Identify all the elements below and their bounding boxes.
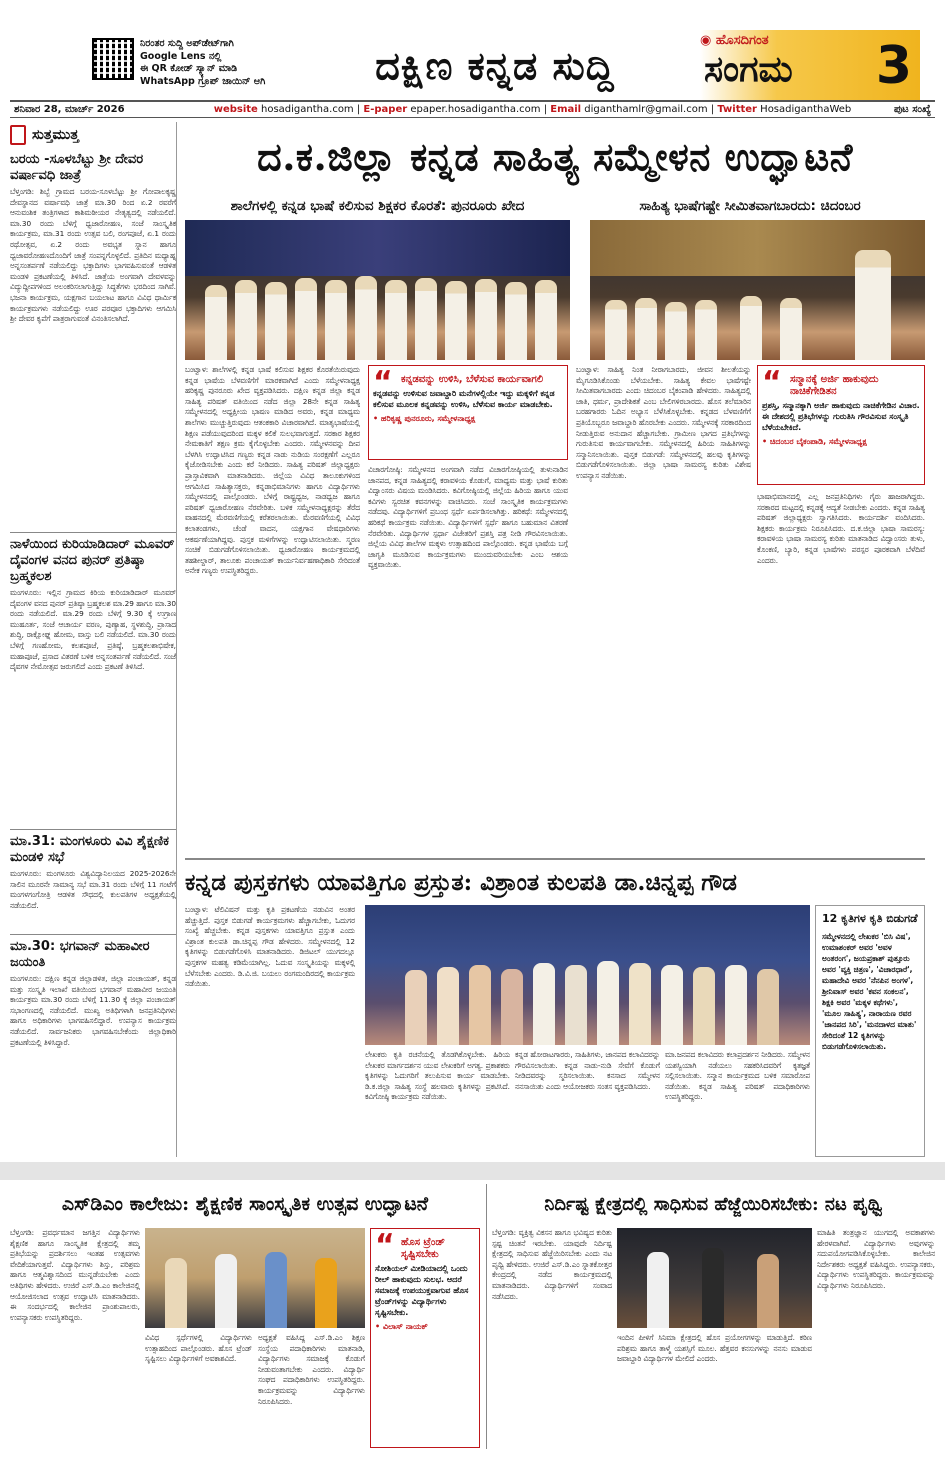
- lead-subhead-right: ಸಾಹಿತ್ಯ ಭಾಷೆಗಷ್ಟೇ ಸೀಮಿತವಾಗಬಾರದು: ಚಿದಂಬರ: [639, 198, 861, 214]
- brief-body: ಮಂಗಳೂರು: ಇಲ್ಲಿನ ಗ್ರಾಮದ ಕಿರಿಯ ಕುರಿಯಾಡಿದಾರ್ ಮೂವರ್ ದೈವಂಗಳ ವನದ ಪುನರ್ ಪ್ರತಿಷ್ಠಾ ಬ್ರಹ್ಮಕಲಶ ಮಾ.29 ಹಾಗೂ ಮಾ.30 ರಂದು ನಡೆಯಲಿದೆ. ಮಾ.29 ರಂದು ಬೆಳಿಗ್ಗೆ 9.30 ಕ್ಕೆ ಉಗ್ರಾಣ ಮುಹೂರ್ತ, ಸಂಜೆ ಆಚಾರ್ಯ ವರಣ, ಪುಣ್ಯಾಹ, ಸ್ಥಳಶುದ್ಧಿ, ಪ್ರಾಸಾದ ಶುದ್ಧಿ, ರಾಕ್ಷೋಘ್ನ ಹೋಮ, ವಾಸ್ತು ಬಲಿ ನಡೆಯಲಿದೆ. ಮಾ.30 ರಂದು ಬೆಳಿಗ್ಗೆ ಗಣಹೋಮ, ಕಲಶಪೂಜೆ, ಪ್ರತಿಷ್ಠೆ, ಬ್ರಹ್ಮಕಲಶಾಭಿಷೇಕ, ಮಹಾಪೂಜೆ, ಪ್ರಸಾದ ವಿತರಣೆ ಬಳಿಕ ಅನ್ನಸಂತರ್ಪಣೆ ನಡೆಯಲಿದೆ. ಸಂಜೆ ದೈವಗಳ ನೇಮೋತ್ಸವ ಜರುಗಲಿದೆ ಎಂದು ಪ್ರಕಟಣೆ ತಿಳಿಸಿದೆ.: [10, 588, 176, 672]
- books-release-box: [815, 905, 925, 1157]
- lead-subhead-left: ಶಾಲೆಗಳಲ್ಲಿ ಕನ್ನಡ ಭಾಷೆ ಕಲಿಸುವ ಶಿಕ್ಷಕರ ಕೊರತೆ: ಪುನರೂರು ಖೇದ: [230, 198, 525, 214]
- masthead: ದಕ್ಷಿಣ ಕನ್ನಡ ಸುದ್ದಿ: [375, 43, 615, 88]
- bottom-left-photo: [145, 1228, 365, 1328]
- box-title: 12 ಕೃತಿಗಳ ಕೃತಿ ಬಿಡುಗಡೆ: [822, 912, 918, 925]
- brand-word: ಸಂಗಮ: [704, 48, 793, 90]
- sangama-brand: [700, 30, 920, 100]
- bottom-left-headline: ಎಸ್‌ಡಿಎಂ ಕಾಲೇಜು: ಶೈಕ್ಷಣಿಕ ಸಾಂಸ್ಕೃತಿಕ ಉತ್ಸವ ಉದ್ಘಾಟನೆ: [61, 1193, 429, 1215]
- email-link[interactable]: diganthamlr@gmail.com: [584, 104, 708, 115]
- news-brief: [10, 935, 176, 1163]
- second-col-2: ಲೇಖಕರು ಕೃತಿ ರಚನೆಯಲ್ಲಿ ತೊಡಗಿಕೊಳ್ಳಬೇಕು. ಹಿರಿಯ ಲೇಖಕರ ಮಾರ್ಗದರ್ಶನ ಯುವ ಲೇಖಕರಿಗೆ ಅಗತ್ಯ. ಪ್ರಕಾಶಕರು ಕೃತಿಗಳನ್ನು ಓದುಗರಿಗೆ ತಲುಪಿಸುವ ಕಾರ್ಯ ಮಾಡಬೇಕು. ಡಿ.ಕ.ಜಿಲ್ಲಾ ಸಾಹಿತ್ಯ ಸಂಸ್ಥೆ ಹಲವಾರು ಕೃತಿಗಳನ್ನು ಪ್ರಕಟಿಸಿದೆ. ಕವಿಗೋಷ್ಠಿ ಕಾರ್ಯಕ್ರಮ ನಡೆಯಿತು.: [365, 1050, 510, 1102]
- second-headline: ಕನ್ನಡ ಪುಸ್ತಕಗಳು ಯಾವತ್ತಿಗೂ ಪ್ರಸ್ತುತ: ವಿಶ್ರಾಂತ ಕುಲಪತಿ ಡಾ.ಚಿನ್ನಪ್ಪ ಗೌಡ: [185, 868, 737, 896]
- page-label: ಪುಟ ಸಂಖ್ಯೆ: [894, 104, 931, 115]
- lead-col-2: ವಿಚಾರಗೋಷ್ಠಿ: ಸಮ್ಮೇಳನದ ಅಂಗವಾಗಿ ನಡೆದ ವಿಚಾರಗೋಷ್ಠಿಯಲ್ಲಿ ತುಳುನಾಡಿನ ಜಾನಪದ, ಕನ್ನಡ ಸಾಹಿತ್ಯದಲ್ಲಿ ಕರಾವಳಿಯ ಕೊಡುಗೆ, ಮಾಧ್ಯಮ ಮತ್ತು ಭಾಷೆ ಕುರಿತು ವಿದ್ವಾಂಸರು ವಿಷಯ ಮಂಡಿಸಿದರು. ಕವಿಗೋಷ್ಠಿಯಲ್ಲಿ ಜಿಲ್ಲೆಯ ಹಿರಿಯ ಹಾಗೂ ಯುವ ಕವಿಗಳು ಸ್ವರಚಿತ ಕವನಗಳನ್ನು ವಾಚಿಸಿದರು. ಸಂಜೆ ಸಾಂಸ್ಕೃತಿಕ ಕಾರ್ಯಕ್ರಮಗಳು ನಡೆದವು. ವಿದ್ಯಾರ್ಥಿಗಳಿಗೆ ಪ್ರಬಂಧ ಸ್ಪರ್ಧೆ ಏರ್ಪಡಿಸಲಾಗಿತ್ತು. ಹರಿಕಥೆ: ಸಮ್ಮೇಳನದಲ್ಲಿ ಹರಿಕಥೆ ಕಾರ್ಯಕ್ರಮ ನಡೆಯಿತು. ವಿದ್ಯಾರ್ಥಿಗಳಿಗೆ ಸ್ಪರ್ಧೆ ಹಾಗೂ ಬಹುಮಾನ ವಿತರಣೆ ನೆರವೇರಿತು. ವಿದ್ಯಾರ್ಥಿಗಳ ಸ್ಪರ್ಧಾ ವಿಜೇತರಿಗೆ ಪ್ರಶಸ್ತಿ ಪತ್ರ ನೀಡಿ ಗೌರವಿಸಲಾಯಿತು. ಜಿಲ್ಲೆಯ ವಿವಿಧ ಶಾಲೆಗಳ ಮಕ್ಕಳು ಉತ್ಸಾಹದಿಂದ ಪಾಲ್ಗೊಂಡರು. ಕನ್ನಡ ಭಾಷೆಯ ಬಗ್ಗೆ ಜಾಗೃತಿ ಮೂಡಿಸುವ ಕಾರ್ಯಕ್ರಮಗಳು ಮುಂದುವರಿಯಬೇಕು ಎಂಬ ಆಶಯ ವ್ಯಕ್ತವಾಯಿತು.: [368, 465, 568, 570]
- second-photo: [365, 905, 810, 1045]
- quote-icon: “: [762, 365, 782, 400]
- bottom-right-photo: [617, 1228, 812, 1328]
- lead-col-4: ಭಾಷಾಭಿಮಾನದಲ್ಲಿ ಎಲ್ಲ ಜನಪ್ರತಿನಿಧಿಗಳು ಗೈರು ಹಾಜರಾಗಿದ್ದರು. ಸರಕಾರದ ಮಟ್ಟದಲ್ಲಿ ಕನ್ನಡಕ್ಕೆ ಆದ್ಯತೆ ನೀಡಬೇಕು ಎಂದರು. ಕನ್ನಡ ಸಾಹಿತ್ಯ ಪರಿಷತ್ ಜಿಲ್ಲಾಧ್ಯಕ್ಷರು ಸ್ವಾಗತಿಸಿದರು. ಕಾರ್ಯದರ್ಶಿ ವಂದಿಸಿದರು. ಶಿಕ್ಷಕರು ಕಾರ್ಯಕ್ರಮ ನಿರೂಪಿಸಿದರು. ದ.ಕ.ಜಿಲ್ಲಾ ಭಾಷಾ ಸಾಮರಸ್ಯ: ಕರಾವಳಿಯ ಭಾಷಾ ಸಾಮರಸ್ಯ ಕುರಿತು ಮಾತನಾಡಿದ ವಿದ್ವಾಂಸರು ತುಳು, ಕೊಂಕಣಿ, ಬ್ಯಾರಿ, ಕನ್ನಡ ಭಾಷೆಗಳು ಪರಸ್ಪರ ಪೂರಕವಾಗಿ ಬೆಳೆದಿವೆ ಎಂದರು.: [757, 492, 925, 565]
- brief-headline: ಮಾ.31: ಮಂಗಳೂರು ವಿವಿ ಶೈಕ್ಷಣಿಕ ಮಂಡಳಿ ಸಭೆ: [10, 834, 169, 865]
- box-body: ಸಮ್ಮೇಳನದಲ್ಲಿ ಲೇಖಕರ 'ಬಿಸಿ ವಿಷ', ಉಮಾಶಂಕರ್ ಅವರ 'ಅವಳ ಅಂತರಂಗ', ಜಯಪ್ರಕಾಶ್ ಪುತ್ತೂರು ಅವರ 'ವ್ಯಕ್ತಿ ಚಿತ್ರಣ', 'ವಿಚಾರಧಾರೆ', ಮಹಾದೇವಿ ಅವರ 'ನೆನಪಿನ ಅಂಗಳ', ಶ್ರೀನಿವಾಸ್ ಅವರ 'ಕವನ ಸಂಕಲನ', ಶಿಕ್ಷಕಿ ಅವರ 'ಮಕ್ಕಳ ಕಥೆಗಳು', 'ಮೂಲ ಸಾಹಿತ್ಯ', ನಾರಾಯಣ ರವರ 'ಜಾನಪದ ಸಿರಿ', 'ಮನದಾಳದ ಮಾತು' ಸೇರಿದಂತೆ 12 ಕೃತಿಗಳನ್ನು ಬಿಡುಗಡೆಗೊಳಿಸಲಾಯಿತು.: [822, 932, 917, 1051]
- second-col-1: ಬಂಟ್ವಾಳ: ಟೆಲಿವಿಷನ್ ಮತ್ತು ಕೃತಿ ಪ್ರಕಟಣೆಯ ನಡುವಿನ ಅಂತರ ಹೆಚ್ಚುತ್ತಿದೆ. ಪುಸ್ತಕ ಬಿಡುಗಡೆ ಕಾರ್ಯಕ್ರಮಗಳು ಹೆಚ್ಚಾಗಬೇಕು, ಓದುಗರ ಸಂಖ್ಯೆ ಹೆಚ್ಚಬೇಕು. ಕನ್ನಡ ಪುಸ್ತಕಗಳು ಯಾವತ್ತಿಗೂ ಪ್ರಸ್ತುತ ಎಂದು ವಿಶ್ರಾಂತ ಕುಲಪತಿ ಡಾ.ಚಿನ್ನಪ್ಪ ಗೌಡ ಹೇಳಿದರು. ಸಮ್ಮೇಳನದಲ್ಲಿ 12 ಕೃತಿಗಳನ್ನು ಬಿಡುಗಡೆಗೊಳಿಸಿ ಮಾತನಾಡಿದರು. ಡಿಜಿಟಲ್ ಯುಗದಲ್ಲೂ ಪುಸ್ತಕಗಳ ಮಹತ್ವ ಕಡಿಮೆಯಾಗಿಲ್ಲ. ಓದುವ ಸಂಸ್ಕೃತಿಯನ್ನು ಮಕ್ಕಳಲ್ಲಿ ಬೆಳೆಸಬೇಕು ಎಂದರು. ಡಿ.ವಿ.ಜಿ. ಬಯಲು ರಂಗಮಂದಿರದಲ್ಲಿ ಕಾರ್ಯಕ್ರಮ ನಡೆಯಿತು.: [185, 905, 355, 989]
- quote-box-right: “ ಸನ್ಮಾನಕ್ಕೆ ಅರ್ಜಿ ಹಾಕುವುದು ನಾಚಿಕೆಗೇಡಿತನ ಪ್ರಶಸ್ತಿ, ಸನ್ಮಾನಕ್ಕಾಗಿ ಅರ್ಜಿ ಹಾಕುವುದು ನಾಚಿಕೆಗೇಡಿನ ವಿಚಾರ. ಈ ದೇಶದಲ್ಲಿ ಪ್ರತಿಭೆಗಳನ್ನು ಗುರುತಿಸಿ ಗೌರವಿಸುವ ಸಂಸ್ಕೃತಿ ಬೆಳೆಯಬೇಕಿದೆ. • ಚಿದಂಬರ ಬೈಕಂಪಾಡಿ, ಸಮ್ಮೇಳನಾಧ್ಯಕ್ಷ: [757, 365, 925, 485]
- info-bar: [10, 100, 935, 118]
- grey-separator: [0, 1162, 945, 1180]
- epaper-link[interactable]: epaper.hosadigantha.com: [410, 104, 541, 115]
- brief-body: ಮಂಗಳೂರು: ಮಂಗಳೂರು ವಿಶ್ವವಿದ್ಯಾನಿಲಯದ 2025-2026ನೇ ಸಾಲಿನ ಮೂರನೇ ಸಾಮಾನ್ಯ ಸಭೆ ಮಾ.31 ರಂದು ಬೆಳಿಗ್ಗೆ 11 ಗಂಟೆಗೆ ಮಂಗಳಗಂಗೋತ್ರಿ ಆಡಳಿತ ಸೌಧದಲ್ಲಿ ಕುಲಪತಿಗಳ ಅಧ್ಯಕ್ಷತೆಯಲ್ಲಿ ನಡೆಯಲಿದೆ.: [10, 869, 176, 910]
- section-kicker: ಸುತ್ತಮುತ್ತ: [10, 122, 176, 148]
- lead-col-1: ಬಂಟ್ವಾಳ: ಶಾಲೆಗಳಲ್ಲಿ ಕನ್ನಡ ಭಾಷೆ ಕಲಿಸುವ ಶಿಕ್ಷಕರ ಕೊರತೆಯಿರುವುದು ಕನ್ನಡ ಭಾಷೆಯ ಬೆಳವಣಿಗೆಗೆ ಮಾರಕವಾಗಿದೆ ಎಂದು ಸಮ್ಮೇಳನಾಧ್ಯಕ್ಷ ಹರಿಕೃಷ್ಣ ಪುನರೂರು ಖೇದ ವ್ಯಕ್ತಪಡಿಸಿದರು. ದಕ್ಷಿಣ ಕನ್ನಡ ಜಿಲ್ಲಾ ಕನ್ನಡ ಸಾಹಿತ್ಯ ಪರಿಷತ್ ವತಿಯಿಂದ ನಡೆದ ಜಿಲ್ಲಾ 28ನೇ ಕನ್ನಡ ಸಾಹಿತ್ಯ ಸಮ್ಮೇಳನದಲ್ಲಿ ಅಧ್ಯಕ್ಷೀಯ ಭಾಷಣ ಮಾಡಿದ ಅವರು, ಕನ್ನಡ ಮಾಧ್ಯಮ ಶಾಲೆಗಳು ಮುಚ್ಚುತ್ತಿರುವುದು ಆತಂಕಕಾರಿ ವಿಚಾರವಾಗಿದೆ. ಮಾತೃಭಾಷೆಯಲ್ಲಿ ಶಿಕ್ಷಣ ಪಡೆಯುವುದರಿಂದ ಮಕ್ಕಳ ಕಲಿಕೆ ಸುಲಭವಾಗುತ್ತದೆ. ಸರಕಾರ ಶಿಕ್ಷಕರ ನೇಮಕಾತಿಗೆ ತಕ್ಷಣ ಕ್ರಮ ಕೈಗೊಳ್ಳಬೇಕು ಎಂದರು. ಸಮ್ಮೇಳನವನ್ನು ದೀಪ ಬೆಳಗಿಸಿ ಉದ್ಘಾಟಿಸಿದ ಗಣ್ಯರು ಕನ್ನಡ ನಾಡು ನುಡಿಯ ಸಂರಕ್ಷಣೆಗೆ ಎಲ್ಲರೂ ಕೈಜೋಡಿಸಬೇಕು ಎಂದು ಕರೆ ನೀಡಿದರು. ಸಾಹಿತ್ಯ ಪರಿಷತ್ ಜಿಲ್ಲಾಧ್ಯಕ್ಷರು ಪ್ರಾಸ್ತಾವಿಕವಾಗಿ ಮಾತನಾಡಿದರು. ಜಿಲ್ಲೆಯ ವಿವಿಧ ತಾಲೂಕುಗಳಿಂದ ಆಗಮಿಸಿದ ಸಾಹಿತ್ಯಾಸಕ್ತರು, ಕನ್ನಡಾಭಿಮಾನಿಗಳು ಹಾಗೂ ವಿದ್ಯಾರ್ಥಿಗಳು ಸಮ್ಮೇಳನದಲ್ಲಿ ಪಾಲ್ಗೊಂಡರು. ಬೆಳಿಗ್ಗೆ ರಾಷ್ಟ್ರಧ್ವಜ, ನಾಡಧ್ವಜ ಹಾಗೂ ಪರಿಷತ್ ಧ್ವಜಾರೋಹಣ ನೆರವೇರಿತು. ಬಳಿಕ ಸಮ್ಮೇಳನಾಧ್ಯಕ್ಷರನ್ನು ತೆರೆದ ವಾಹನದಲ್ಲಿ ಮೆರವಣಿಗೆಯಲ್ಲಿ ಕರೆತರಲಾಯಿತು. ಮೆರವಣಿಗೆಯಲ್ಲಿ ವಿವಿಧ ಕಲಾತಂಡಗಳು, ಚೆಂಡೆ ವಾದನ, ಯಕ್ಷಗಾನ ವೇಷಧಾರಿಗಳು ಆಕರ್ಷಣೆಯಾಗಿದ್ದವು. ಪುಸ್ತಕ ಮಳಿಗೆಗಳನ್ನು ಉದ್ಘಾಟಿಸಲಾಯಿತು. ಸ್ಮರಣ ಸಂಚಿಕೆ ಬಿಡುಗಡೆಗೊಳಿಸಲಾಯಿತು. ಧ್ವಜಾರೋಹಣ ಕಾರ್ಯಕ್ರಮದಲ್ಲಿ ತಹಶೀಲ್ದಾರ್, ತಾಲೂಕು ಪಂಚಾಯತ್ ಕಾರ್ಯನಿರ್ವಹಣಾಧಿಕಾರಿ ಸೇರಿದಂತೆ ಅನೇಕ ಗಣ್ಯರು ಉಪಸ್ಥಿತರಿದ್ದರು.: [185, 365, 360, 576]
- quote-icon: “: [373, 365, 393, 400]
- second-col-3: ಕನ್ನಡ ಹೋರಾಟಗಾರರು, ಸಾಹಿತಿಗಳು, ಜಾನಪದ ಕಲಾವಿದರನ್ನು ಗೌರವಿಸಲಾಯಿತು. ಕನ್ನಡ ನಾಡು-ನುಡಿ ಸೇವೆಗೆ ಕೊಡುಗೆ ನೀಡಿದವರನ್ನು ಸ್ಮರಿಸಲಾಯಿತು. ಕನಸಾದ ಸಮ್ಮೇಳನ ನನಸಾಯಿತು ಎಂದು ಆಯೋಜಕರು ಸಂತಸ ವ್ಯಕ್ತಪಡಿಸಿದರು.: [515, 1050, 660, 1091]
- brief-headline: ಬರಯ -ಸೂಳಬೆಟ್ಟು ಶ್ರೀ ದೇವರ ವರ್ಷಾವಧಿ ಜಾತ್ರೆ: [10, 152, 144, 183]
- brief-body: ಮಂಗಳೂರು: ದಕ್ಷಿಣ ಕನ್ನಡ ಜಿಲ್ಲಾಡಳಿತ, ಜಿಲ್ಲಾ ಪಂಚಾಯತ್, ಕನ್ನಡ ಮತ್ತು ಸಂಸ್ಕೃತಿ ಇಲಾಖೆ ವತಿಯಿಂದ ಭಗವಾನ್ ಮಹಾವೀರ ಜಯಂತಿ ಕಾರ್ಯಕ್ರಮ ಮಾ.30 ರಂದು ಬೆಳಿಗ್ಗೆ 11.30 ಕ್ಕೆ ಜಿಲ್ಲಾ ಪಂಚಾಯತ್ ಸಭಾಂಗಣದಲ್ಲಿ ನಡೆಯಲಿದೆ. ಮುಖ್ಯ ಅತಿಥಿಗಳಾಗಿ ಜನಪ್ರತಿನಿಧಿಗಳು ಹಾಗೂ ಅಧಿಕಾರಿಗಳು ಭಾಗವಹಿಸಲಿದ್ದಾರೆ. ಉಪನ್ಯಾಸ ಕಾರ್ಯಕ್ರಮ ನಡೆಯಲಿದೆ. ಸಾರ್ವಜನಿಕರು ಭಾಗವಹಿಸಬೇಕೆಂದು ಜಿಲ್ಲಾಧಿಕಾರಿ ಪ್ರಕಟಣೆಯಲ್ಲಿ ತಿಳಿಸಿದ್ದಾರೆ.: [10, 974, 176, 1047]
- news-brief: [10, 148, 176, 526]
- left-column: [10, 122, 177, 1157]
- lead-col-3: ಬಂಟ್ವಾಳ: ಸಾಹಿತ್ಯ ನಿಂತ ನೀರಾಗಬಾರದು, ಜೀವನ ಶೀಲತೆಯನ್ನು ಮೈಗೂಡಿಸಿಕೊಂಡು ಬೆಳೆಯಬೇಕು. ಸಾಹಿತ್ಯ ಕೇವಲ ಭಾಷೆಗಷ್ಟೇ ಸೀಮಿತವಾಗಬಾರದು ಎಂದು ಚಿದಂಬರ ಬೈಕಂಪಾಡಿ ಹೇಳಿದರು. ಸಾಹಿತ್ಯದಲ್ಲಿ ಜಾತಿ, ಧರ್ಮ, ಪ್ರಾದೇಶಿಕತೆ ಎಂಬ ಬೇಲಿಗಳಿರಬಾರದು. ಹೊಸ ತಲೆಮಾರಿನ ಬರಹಗಾರರು ಓದಿನ ಅಭ್ಯಾಸ ಬೆಳೆಸಿಕೊಳ್ಳಬೇಕು. ಕನ್ನಡದ ಬೆಳವಣಿಗೆಗೆ ಪ್ರತಿಯೊಬ್ಬರೂ ಜವಾಬ್ದಾರಿ ಹೊರಬೇಕು ಎಂದರು. ಸಮ್ಮೇಳನಕ್ಕೆ ಸರಕಾರದಿಂದ ನೀಡುತ್ತಿರುವ ಅನುದಾನ ಹೆಚ್ಚಾಗಬೇಕು. ಗ್ರಾಮೀಣ ಭಾಗದ ಪ್ರತಿಭೆಗಳನ್ನು ಗುರುತಿಸುವ ಕಾರ್ಯವಾಗಬೇಕು. ಸಮ್ಮೇಳನದಲ್ಲಿ ಹಿರಿಯ ಸಾಹಿತಿಗಳನ್ನು ಸನ್ಮಾನಿಸಲಾಯಿತು. ಪುಸ್ತಕ ಬಿಡುಗಡೆ: ಸಮ್ಮೇಳನದಲ್ಲಿ ಹಲವು ಕೃತಿಗಳನ್ನು ಬಿಡುಗಡೆಗೊಳಿಸಲಾಯಿತು. ಜಿಲ್ಲಾ ಭಾಷಾ ಸಾಮರಸ್ಯ ಕುರಿತು ವಿಶೇಷ ಉಪನ್ಯಾಸ ನಡೆಯಿತು.: [576, 365, 751, 480]
- quote-icon: “: [375, 1228, 395, 1263]
- qr-code-icon: [92, 38, 134, 80]
- issue-date: ಶನಿವಾರ 28, ಮಾರ್ಚ್ 2026: [14, 104, 125, 115]
- lead-photo-right: [590, 220, 925, 360]
- page-number: 3: [875, 36, 912, 96]
- news-brief: [10, 830, 176, 928]
- twitter-link[interactable]: HosadiganthaWeb: [760, 104, 852, 115]
- bottom-left-col-3: ಅಧ್ಯಕ್ಷತೆ ವಹಿಸಿದ್ದ ಎಸ್.ಡಿ.ಎಂ ಶಿಕ್ಷಣ ಸಂಸ್ಥೆಯ ಪದಾಧಿಕಾರಿಗಳು ಮಾತನಾಡಿ, ವಿದ್ಯಾರ್ಥಿಗಳು ಸಮಾಜಕ್ಕೆ ಕೊಡುಗೆ ನೀಡುವಂತಾಗಬೇಕು ಎಂದರು. ವಿದ್ಯಾರ್ಥಿ ಸಂಘದ ಪದಾಧಿಕಾರಿಗಳು ಉಪಸ್ಥಿತರಿದ್ದರು. ಕಾರ್ಯಕ್ರಮವನ್ನು ವಿದ್ಯಾರ್ಥಿಗಳು ನಿರೂಪಿಸಿದರು.: [258, 1333, 365, 1406]
- quote-box-left: “ ಕನ್ನಡವನ್ನು ಉಳಿಸಿ, ಬೆಳೆಸುವ ಕಾರ್ಯವಾಗಲಿ ಕನ್ನಡವನ್ನು ಉಳಿಸುವ ಜವಾಬ್ದಾರಿ ಮನೆಗಳಲ್ಲಿಯೇ ಇದ್ದು ಮಕ್ಕಳಿಗೆ ಕನ್ನಡ ಕಲಿಸುವ ಮೂಲಕ ಕನ್ನಡವನ್ನು ಉಳಿಸಿ, ಬೆಳೆಸುವ ಕಾರ್ಯ ಮಾಡಬೇಕು. • ಹರಿಕೃಷ್ಣ ಪುನರೂರು, ಸಮ್ಮೇಳನಾಧ್ಯಕ್ಷ: [368, 365, 568, 460]
- whatsapp-promo: ನಿರಂತರ ಸುದ್ದಿ ಅಪ್‌ಡೇಟ್‌ಗಾಗಿ Google Lens ನಲ್ಲಿ ಈ QR ಕೋಡ್ ಸ್ಕ್ಯಾನ್ ಮಾಡಿ WhatsApp ಗ್ರೂಪ್ ಜಾಯಿನ್ ಆಗಿ: [140, 38, 266, 87]
- book-icon: [10, 125, 26, 145]
- brief-body: ಬೆಳ್ತಂಗಡಿ: ಶಿಬ್ಬೆ ಗ್ರಾಮದ ಬರಯ-ಸೂಳಬೆಟ್ಟು ಶ್ರೀ ಗೋಪಾಲಕೃಷ್ಣ ದೇವಸ್ಥಾನದ ವರ್ಷಾವಧಿ ಜಾತ್ರೆ ಮಾ.30 ರಿಂದ ಏ.2 ರವರೆಗೆ ಆನುವಂಶಿಕ ತಂತ್ರಿಗಳಾದ ಕಾಶಿಮಠೀಯರ ನೇತೃತ್ವದಲ್ಲಿ ನಡೆಯಲಿದೆ. ಮಾ.30 ರಂದು ಬೆಳಿಗ್ಗೆ ಧ್ವಜಾರೋಹಣ, ಸಂಜೆ ಸಾಂಸ್ಕೃತಿಕ ಕಾರ್ಯಕ್ರಮ, ಮಾ.31 ರಂದು ಉತ್ಸವ ಬಲಿ, ರಂಗಪೂಜೆ, ಏ.1 ರಂದು ರಥೋತ್ಸವ, ಏ.2 ರಂದು ಅವಭೃತ ಸ್ನಾನ ಹಾಗೂ ಧ್ವಜಾವರೋಹಣದೊಂದಿಗೆ ಜಾತ್ರೆ ಸಂಪನ್ನಗೊಳ್ಳಲಿದೆ. ಪ್ರತಿದಿನ ಮಧ್ಯಾಹ್ನ ಅನ್ನಸಂತರ್ಪಣೆ ನಡೆಯಲಿದ್ದು ಭಕ್ತಾದಿಗಳು ಭಾಗವಹಿಸುವಂತೆ ಆಡಳಿತ ಮಂಡಳಿ ಪ್ರಕಟಣೆಯಲ್ಲಿ ತಿಳಿಸಿದೆ. ಜಾತ್ರೆಯ ಅಂಗವಾಗಿ ದೇವಳವನ್ನು ವಿದ್ಯುದ್ದೀಪಗಳಿಂದ ಅಲಂಕರಿಸಲಾಗುತ್ತಿದ್ದು ಸಿದ್ಧತೆಗಳು ಭರದಿಂದ ಸಾಗಿವೆ. ಭಜನಾ ಕಾರ್ಯಕ್ರಮ, ಯಕ್ಷಗಾನ ಬಯಲಾಟ ಹಾಗೂ ವಿವಿಧ ಧಾರ್ಮಿಕ ಕಾರ್ಯಕ್ರಮಗಳು ನಡೆಯಲಿದ್ದು ಊರ ಪರವೂರ ಭಕ್ತಾದಿಗಳು ಆಗಮಿಸಿ ಶ್ರೀ ದೇವರ ಕೃಪೆಗೆ ಪಾತ್ರರಾಗುವಂತೆ ವಿನಂತಿಸಲಾಗಿದೆ.: [10, 187, 176, 324]
- bottom-right-col-3: ಮಾಹಿತಿ ತಂತ್ರಜ್ಞಾನ ಯುಗದಲ್ಲಿ ಅವಕಾಶಗಳು ಹೇರಳವಾಗಿವೆ. ವಿದ್ಯಾರ್ಥಿಗಳು ಅವುಗಳನ್ನು ಸದುಪಯೋಗಪಡಿಸಿಕೊಳ್ಳಬೇಕು. ಕಾಲೇಜಿನ ನಿರ್ದೇಶಕರು ಅಧ್ಯಕ್ಷತೆ ವಹಿಸಿದ್ದರು. ಉಪನ್ಯಾಸಕರು, ವಿದ್ಯಾರ್ಥಿಗಳು ಉಪಸ್ಥಿತರಿದ್ದರು. ಕಾರ್ಯಕ್ರಮವನ್ನು ವಿದ್ಯಾರ್ಥಿಗಳು ನಿರೂಪಿಸಿದರು.: [817, 1228, 935, 1290]
- second-col-4: ಮಾ.ಜನಪದ ಕಲಾವಿದರು ಕಲಾಪ್ರದರ್ಶನ ನೀಡಿದರು. ಸಮ್ಮೇಳನ ಯಶಸ್ವಿಯಾಗಿ ನಡೆಯಲು ಸಹಕರಿಸಿದವರಿಗೆ ಕೃತಜ್ಞತೆ ಸಲ್ಲಿಸಲಾಯಿತು. ಸನ್ಮಾನ ಕಾರ್ಯಕ್ರಮದ ಬಳಿಕ ಸಮಾರೋಪ ನಡೆಯಿತು. ಕನ್ನಡ ಸಾಹಿತ್ಯ ಪರಿಷತ್ ಪದಾಧಿಕಾರಿಗಳು ಉಪಸ್ಥಿತರಿದ್ದರು.: [665, 1050, 810, 1102]
- bottom-right-col-1: ಬೆಳ್ತಂಗಡಿ: ವ್ಯಕ್ತಿತ್ವ ವಿಕಸನ ಹಾಗೂ ಭವಿಷ್ಯದ ಕುರಿತು ಸ್ಪಷ್ಟ ಚಿಂತನೆ ಇರಬೇಕು. ಯಾವುದೇ ನಿರ್ದಿಷ್ಟ ಕ್ಷೇತ್ರದಲ್ಲಿ ಸಾಧಿಸುವ ಹೆಜ್ಜೆಯಿರಿಸಬೇಕು ಎಂದು ನಟ ಪೃಥ್ವಿ ಹೇಳಿದರು. ಉಜಿರೆ ಎಸ್.ಡಿ.ಎಂ ಸ್ನಾತಕೋತ್ತರ ಕೇಂದ್ರದಲ್ಲಿ ನಡೆದ ಕಾರ್ಯಕ್ರಮದಲ್ಲಿ ಮಾತನಾಡಿದರು. ವಿದ್ಯಾರ್ಥಿಗಳಿಗೆ ಸಂವಾದ ನಡೆಸಿದರು.: [492, 1228, 612, 1301]
- bottom-left-col-1: ಬೆಳ್ತಂಗಡಿ: ಪ್ರವರ್ಧಮಾನ ಜಗತ್ತಿನ ವಿದ್ಯಾರ್ಥಿಗಳು ಶೈಕ್ಷಣಿಕ ಹಾಗೂ ಸಾಂಸ್ಕೃತಿಕ ಕ್ಷೇತ್ರದಲ್ಲಿ ತಮ್ಮ ಪ್ರತಿಭೆಯನ್ನು ಪ್ರದರ್ಶಿಸಲು ಇಂತಹ ಉತ್ಸವಗಳು ವೇದಿಕೆಯಾಗುತ್ತವೆ. ವಿದ್ಯಾರ್ಥಿಗಳು ಶಿಸ್ತು, ಪರಿಶ್ರಮ ಹಾಗೂ ಆತ್ಮವಿಶ್ವಾಸದಿಂದ ಮುನ್ನಡೆಯಬೇಕು ಎಂದು ಅತಿಥಿಗಳು ಹೇಳಿದರು. ಉಜಿರೆ ಎಸ್.ಡಿ.ಎಂ ಕಾಲೇಜಿನಲ್ಲಿ ಆಯೋಜಿಸಲಾದ ಉತ್ಸವ ಉದ್ಘಾಟಿಸಿ ಮಾತನಾಡಿದರು. ಈ ಸಂದರ್ಭದಲ್ಲಿ ಕಾಲೇಜಿನ ಪ್ರಾಂಶುಪಾಲರು, ಉಪನ್ಯಾಸಕರು ಉಪಸ್ಥಿತರಿದ್ದರು.: [10, 1228, 140, 1322]
- bottom-right-headline: ನಿರ್ದಿಷ್ಟ ಕ್ಷೇತ್ರದಲ್ಲಿ ಸಾಧಿಸುವ ಹೆಜ್ಜೆಯಿರಿಸಬೇಕು: ನಟ ಪೃಥ್ವಿ: [544, 1193, 883, 1215]
- contact-links: website hosadigantha.com | E-paper epaper.hosadigantha.com | Email diganthamlr@gmail.com | Twitter HosadiganthaWeb: [213, 104, 852, 115]
- brand-small: ◉ ಹೊಸದಿಗಂತ: [700, 33, 769, 48]
- bottom-left-col-2: ವಿವಿಧ ಸ್ಪರ್ಧೆಗಳಲ್ಲಿ ವಿದ್ಯಾರ್ಥಿಗಳು ಉತ್ಸಾಹದಿಂದ ಪಾಲ್ಗೊಂಡರು. ಹೊಸ ಟ್ರೆಂಡ್ ಸೃಷ್ಟಿಸಲು ವಿದ್ಯಾರ್ಥಿಗಳಿಗೆ ಅವಕಾಶವಿದೆ.: [145, 1333, 252, 1364]
- lead-headline: ದ.ಕ.ಜಿಲ್ಲಾ ಕನ್ನಡ ಸಾಹಿತ್ಯ ಸಮ್ಮೇಳನ ಉದ್ಘಾಟನೆ: [257, 134, 853, 179]
- brief-headline: ನಾಳೆಯಿಂದ ಕುರಿಯಾಡಿದಾರ್ ಮೂವರ್ ದೈವಂಗಳ ವನದ ಪುನರ್ ಪ್ರತಿಷ್ಠಾ ಬ್ರಹ್ಮಕಲಶ: [10, 537, 175, 584]
- bottom-right-col-2: ಇಂದಿನ ಪೀಳಿಗೆ ಸಿನಿಮಾ ಕ್ಷೇತ್ರದಲ್ಲಿ ಹೊಸ ಪ್ರಯೋಗಗಳನ್ನು ಮಾಡುತ್ತಿದೆ. ಕಠಿಣ ಪರಿಶ್ರಮ ಹಾಗೂ ತಾಳ್ಮೆ ಯಶಸ್ಸಿಗೆ ಮೂಲ. ಹೆತ್ತವರ ಕನಸುಗಳನ್ನು ನನಸು ಮಾಡುವ ಜವಾಬ್ದಾರಿ ವಿದ್ಯಾರ್ಥಿಗಳ ಮೇಲಿದೆ ಎಂದರು.: [617, 1333, 812, 1364]
- website-link[interactable]: hosadigantha.com: [261, 104, 354, 115]
- quote-box-bottom: “ ಹೊಸ ಟ್ರೆಂಡ್ ಸೃಷ್ಟಿಸಬೇಕು ಸೋಶಿಯಲ್ ಮೀಡಿಯಾದಲ್ಲಿ ಒಂದು ರೀಲ್ ಹಾಕುವುದು ಸುಲಭ. ಆದರೆ ಸಮಾಜಕ್ಕೆ ಉಪಯುಕ್ತವಾಗುವ ಹೊಸ ಟ್ರೆಂಡ್‌ಗಳನ್ನು ವಿದ್ಯಾರ್ಥಿಗಳು ಸೃಷ್ಟಿಸಬೇಕು. • ವಿಲಾಸ್ ನಾಯಕ್: [370, 1228, 480, 1448]
- brief-headline: ಮಾ.30: ಭಗವಾನ್ ಮಹಾವೀರ ಜಯಂತಿ: [10, 939, 150, 970]
- news-brief: [10, 533, 176, 823]
- lead-photo-left: [185, 220, 570, 360]
